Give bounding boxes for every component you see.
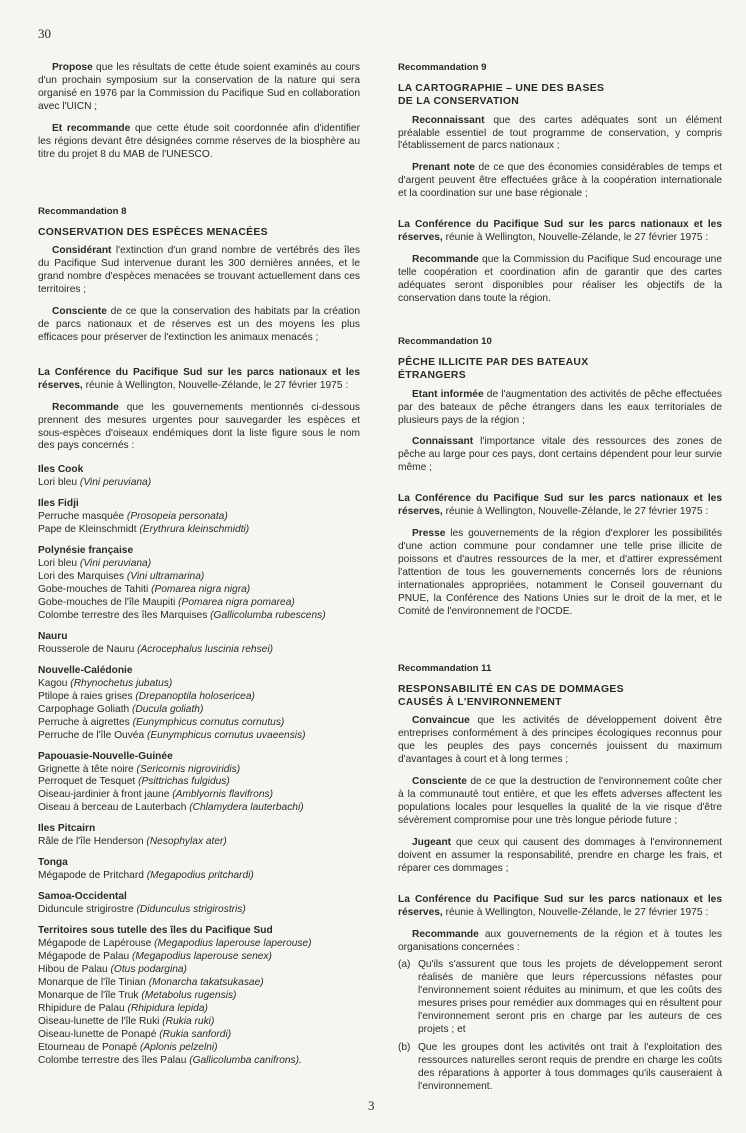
section-country: Papouasie-Nouvelle-Guinée [38,750,173,762]
rec10-conference [398,493,722,519]
species-item [38,802,360,815]
common-name: Perruche masquée [38,511,127,523]
section-country: Tonga [38,857,68,869]
species-section [38,751,360,816]
conference-bold: La Conférence du Pacifique Sud sur les parcs nationaux et les réserves, [398,893,722,918]
section-country: Polynésie française [38,545,134,557]
para-text: que les résultats de cette étude soient examinés au cours d'un prochain symposium sur la conservation de la nature qui sera organisé en 1976 par la Commission du Pacifique Sud en collaboration avec l'UICN ; [38,62,360,112]
conference-rest: réunie à Wellington, Nouvelle-Zélande, le 27 février 1975 : [442,506,709,518]
para-text: de ce que la destruction de l'environnement coûte cher à la communauté tout entière, et que les effets adverses affectent les populations locales pour lesquelles la qualité de la vie risque d'être sévèrement compromise pour une très longue période future ; [398,776,722,827]
section-country: Iles Cook [38,464,84,476]
latin-name: (Acrocephalus luscinia rehsei) [137,643,274,655]
latin-name: (Nesophylax ater) [146,836,227,848]
para-text: que cette étude soit coordonnée afin d'identifier les régions devant être désignées comme réserves de la biosphère au titre du projet 8 du MAB de l'UNESCO. [38,122,360,160]
rec8-conference [38,367,360,393]
keyword: Recommande [412,928,479,940]
rec9-para-2 [398,162,722,201]
para-text: aux gouvernements de la région et à toutes les organisations concernées : [398,928,722,953]
common-name: Mégapode de Pritchard [38,870,147,882]
para-text: que ceux qui causent des dommages à l'environnement doivent en assumer la responsabilité, prendre en charge les frais, et réparer ces dommages ; [398,837,722,874]
common-name: Gobe-mouches de l'île Maupiti [38,597,179,609]
conference-bold: La Conférence du Pacifique Sud sur les parcs nationaux et les réserves, [398,219,722,244]
para-text: que des cartes adéquates sont un élément préalable essentiel de tout programme de conservation, y compris l'établissement de parcs nationaux ; [398,114,722,152]
rec10-para-2 [398,436,722,475]
species-item [38,1016,360,1029]
keyword: Considérant [52,245,112,257]
species-item [38,511,360,524]
rec10-heading: Recommandation 10 [398,336,492,348]
latin-name: (Eunymphicus cornutus cornutus) [132,716,285,728]
rec8-title: CONSERVATION DES ESPÈCES MENACÉES [38,226,268,238]
para-text: l'importance vitale des ressources des zones de pêche au large pour ces pays, dont certains dépendent pour leur survie même ; [398,436,722,474]
common-name: Colombe terrestre des îles Marquises [38,609,211,621]
rec11-conference [398,894,722,920]
conference-bold: La Conférence du Pacifique Sud sur les parcs nationaux et les réserves, [398,493,722,518]
para-text: que les gouvernements mentionnés ci-dessous prennent des mesures urgentes pour sauvegarder les espèces et sous-espèces d'oiseaux endémiques dont la liste figure sous le nom des pays concernés : [38,401,360,452]
common-name: Râle de l'île Henderson [38,836,147,848]
latin-name: (Chlamydera lauterbachi) [189,802,304,814]
latin-name: (Drepanoptila holosericea) [135,690,255,702]
species-item [38,904,360,917]
page-number-top: 30 [38,26,51,41]
common-name: Diduncule strigirostre [38,904,137,916]
latin-name: (Metabolus rugensis) [141,989,237,1001]
rec9-title-line1: LA CARTOGRAPHIE – UNE DES BASES [398,83,605,95]
keyword: Etant informée [412,388,484,400]
species-section [38,464,360,490]
common-name: Oiseau-lunette de Ponapé [38,1028,160,1040]
latin-name: (Megapodius laperouse laperouse) [154,937,312,949]
page-number-bottom: 3 [368,1098,375,1113]
keyword: Connaissant [412,436,474,448]
common-name: Lori des Marquises [38,571,127,583]
species-item [38,938,360,951]
para-text: l'extinction d'un grand nombre de vertébrés des îles du Pacifique Sud intervenue durant les 300 dernières années, et le grand nombre d'espèces menacées se trouvant actuellement dans ces territoires ; [38,245,360,295]
common-name: Kagou [38,677,71,689]
latin-name: (Erythrura kleinschmidti) [139,524,250,536]
common-name: Oiseau à berceau de Lauterbach [38,802,190,814]
right-column [398,62,722,1100]
latin-name: (Amblyornis flavifrons) [172,789,273,801]
latin-name: (Rukia ruki) [162,1015,215,1027]
common-name: Rousserole de Nauru [38,643,138,655]
common-name: Ptilope à raies grises [38,690,136,702]
species-item [38,1042,360,1055]
common-name: Monarque de l'île Tinian [38,976,149,988]
conference-rest: réunie à Wellington, Nouvelle-Zélande, le 27 février 1975 : [442,232,709,244]
species-item [38,836,360,849]
latin-name: (Psittrichas fulgidus) [138,776,230,788]
species-item [38,524,360,537]
latin-name: (Vini ultramarina) [126,571,205,583]
keyword: Presse [412,528,446,540]
species-item [38,964,360,977]
latin-name: (Megapodius pritchardi) [146,870,254,882]
species-item [38,691,360,704]
common-name: Etourneau de Ponapé [38,1041,140,1053]
common-name: Colombe terrestre des îles Palau [38,1054,190,1066]
species-section [38,545,360,623]
rec9-para-1 [398,115,722,154]
latin-name: (Prosopeia personata) [126,511,228,523]
para-text: que les activités de développement doivent être entreprises conformément à des principes écologiques reconnus pour que les peuples des pays concernés jouissent du maximum d'avantages à court et à long termes ; [398,715,722,766]
latin-name: (Pomarea nigra nigra) [151,584,251,596]
section-country: Territoires sous tutelle des îles du Pacifique Sud [38,925,273,937]
keyword: Propose [52,62,93,73]
common-name: Gobe-mouches de Tahiti [38,584,152,596]
keyword: Et recommande [52,122,131,134]
keyword: Prenant note [412,162,475,174]
latin-name: (Ducula goliath) [132,703,204,715]
rec11-para-2 [398,776,722,828]
rec8-heading: Recommandation 8 [38,205,127,217]
section-country: Nouvelle-Calédonie [38,664,133,676]
common-name: Rhipidure de Palau [38,1002,128,1014]
para-text: que la Commission du Pacifique Sud encourage une telle coopération et coordination afin de garantir que des cartes adéquates seront disponibles pour réaliser les objectifs de la conservation dans toute la région. [398,254,722,305]
rec11-heading: Recommandation 11 [398,662,492,674]
species-item [38,610,360,623]
species-item [38,764,360,777]
keyword: Reconnaissant [412,114,485,126]
common-name: Perruche à aigrettes [38,716,133,728]
rec9-conference [398,219,722,245]
para-text: les gouvernements de la région d'explorer les possibilités d'une action commune pour condamner une telle prise illicite de poissons et d'autres ressources de la mer, et d'attirer expressément l'attention de tous les gouvernements concernés lors de réunions internationales appropriées, notamment le Conseil gouvernant du PNUE, la Conférence des Nations Unies sur le droit de la mer, et le Comité de l'environnement de l'OCDE. [398,528,722,617]
species-section [38,665,360,743]
common-name: Grignette à tête noire [38,763,137,775]
species-item [38,584,360,597]
species-section [38,631,360,657]
list-item [398,959,722,1037]
species-item [38,717,360,730]
latin-name: (Rukia sanfordi) [159,1028,232,1040]
species-section [38,857,360,883]
rec11-recommande [398,929,722,955]
intro-para-2 [38,123,360,162]
common-name: Mégapode de Lapérouse [38,937,155,949]
species-item [38,704,360,717]
latin-name: (Rhynochetus jubatus) [70,677,173,689]
species-item [38,776,360,789]
latin-name: (Otus podargina) [110,963,187,975]
rec8-recommande [38,402,360,454]
latin-name: (Gallicolumba canifrons). [189,1054,302,1066]
rec10-presse [398,528,722,619]
rec10-para-1 [398,389,722,428]
species-item [38,644,360,657]
species-item [38,990,360,1003]
common-name: Pape de Kleinschmidt [38,524,140,536]
list-text: Qu'ils s'assurent que tous les projets de développement seront réalisés de manière que leurs répercussions néfastes pour l'environnement soient réduites au minimum, et que les coûts des mesures prises pour remédier aux dommages qui en résultent pour l'environnement seront pris en charge par les auteurs de ces projets ; et [418,958,722,1035]
section-country: Samoa-Occidental [38,891,127,903]
species-item [38,1055,360,1068]
latin-name: (Sericornis nigroviridis) [136,763,241,775]
common-name: Oiseau-jardinier à front jaune [38,789,173,801]
keyword: Recommande [412,254,479,266]
common-name: Hibou de Palau [38,963,111,975]
species-section [38,498,360,537]
para-text: de l'augmentation des activités de pêche effectuées par des bateaux de pêche étrangers dans les eaux territoriales de plusieurs pays de la région ; [398,388,723,426]
latin-name: (Rhipidura lepida) [127,1002,208,1014]
list-label: (a) [398,958,411,970]
rec8-para-2 [38,306,360,345]
section-country: Iles Fidji [38,498,79,510]
keyword: Consciente [52,305,107,317]
species-item [38,597,360,610]
latin-name: (Pomarea nigra pomarea) [178,597,295,609]
common-name: Oiseau-lunette de l'île Ruki [38,1015,163,1027]
species-item [38,558,360,571]
latin-name: (Didunculus strigirostris) [136,904,246,916]
species-item [38,977,360,990]
latin-name: (Gallicolumba rubescens) [210,609,326,621]
rec11-para-1 [398,715,722,767]
latin-name: (Monarcha takatsukasae) [148,976,264,988]
list-text: Que les groupes dont les activités ont trait à l'exploitation des ressources naturelles seront requis de prendre en charge les coûts des réparations à apporter à tous dommages qu'ils causeraient à l'environnement. [418,1042,722,1093]
rec11-title-line1: RESPONSABILITÉ EN CAS DE DOMMAGES [398,684,624,696]
keyword: Convaincue [412,715,470,727]
rec11-para-3 [398,837,722,876]
species-item [38,789,360,802]
species-section [38,891,360,917]
conference-bold: La Conférence du Pacifique Sud sur les parcs nationaux et les réserves, [38,366,360,391]
latin-name: (Aplonis pelzelni) [139,1041,218,1053]
species-section [38,823,360,849]
species-sections [38,464,360,1067]
rec9-recommande [398,254,722,306]
common-name: Lori bleu [38,558,80,570]
rec11-list [398,959,722,1095]
common-name: Monarque de l'île Truk [38,989,142,1001]
common-name: Perruche de l'île Ouvéa [38,729,147,741]
list-item [398,1042,722,1094]
rec10-title-line2: ÉTRANGERS [398,370,466,382]
species-item [38,730,360,743]
keyword: Consciente [412,776,467,788]
rec9-heading: Recommandation 9 [398,62,487,73]
section-country: Iles Pitcairn [38,823,96,835]
conference-rest: réunie à Wellington, Nouvelle-Zélande, le 27 février 1975 : [82,379,349,391]
species-item [38,1003,360,1016]
species-item [38,870,360,883]
para-text: de ce que des économies considérables de temps et d'argent peuvent être effectuées grâce à la coopération internationale et la coordination sur une base régionale ; [398,162,723,200]
rec8-para-1 [38,245,360,297]
rec9-title-line2: DE LA CONSERVATION [398,96,520,108]
rec10-title-line1: PÊCHE ILLICITE PAR DES BATEAUX [398,357,589,369]
species-item [38,678,360,691]
keyword: Jugeant [412,837,452,849]
intro-para-1 [38,62,360,114]
common-name: Mégapode de Palau [38,950,133,962]
species-item [38,477,360,490]
common-name: Perroquet de Tesquet [38,776,139,788]
species-item [38,1029,360,1042]
rec11-title-line2: CAUSÉS À L'ENVIRONNEMENT [398,697,562,709]
species-item [38,571,360,584]
latin-name: (Megapodius laperouse senex) [132,950,272,962]
left-column [38,62,360,1076]
latin-name: (Eunymphicus cornutus uvaeensis) [146,729,306,741]
species-item [38,951,360,964]
latin-name: (Vini peruviana) [79,558,152,570]
conference-rest: réunie à Wellington, Nouvelle-Zélande, le 27 février 1975 : [442,906,709,918]
para-text: de ce que la conservation des habitats par la création de parcs nationaux et de réserves est un des moyens les plus efficaces pour préserver de l'extinction les animaux menacés ; [38,305,360,343]
common-name: Lori bleu [38,477,80,489]
section-country: Nauru [38,630,68,642]
common-name: Carpophage Goliath [38,703,133,715]
latin-name: (Vini peruviana) [79,477,152,489]
list-label: (b) [398,1042,411,1054]
species-section [38,925,360,1067]
keyword: Recommande [52,401,119,413]
